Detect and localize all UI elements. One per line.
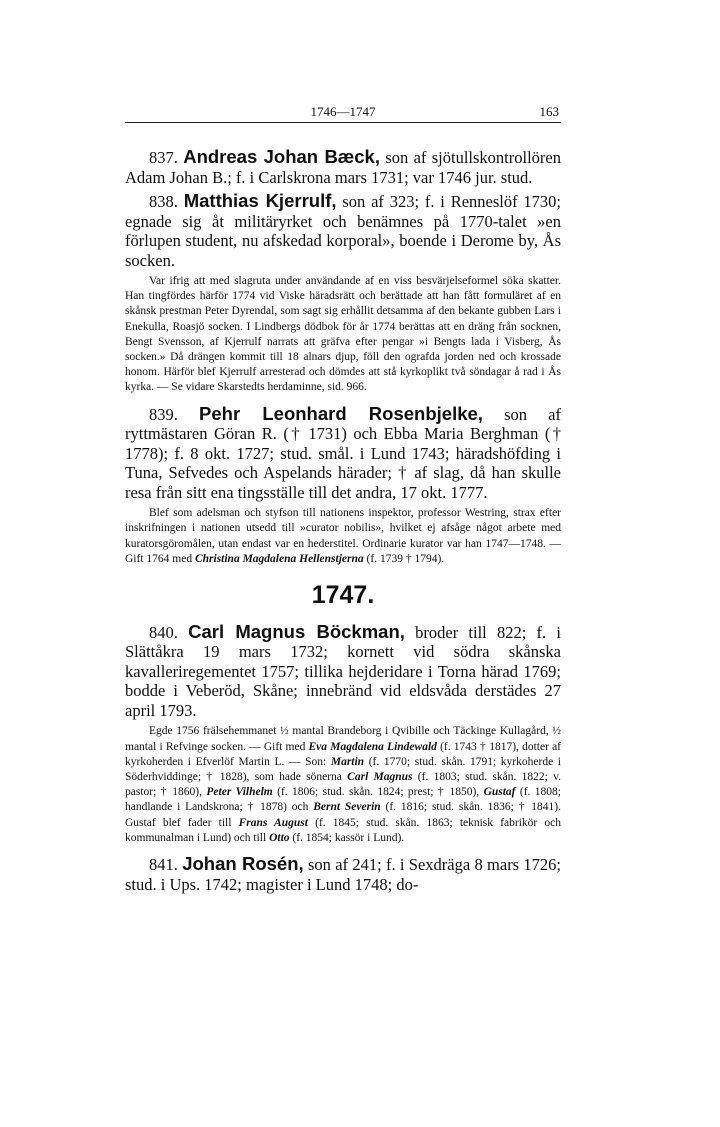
- entry-number: 839.: [149, 404, 178, 424]
- entry-838: [125, 191, 561, 270]
- spouse-name: Christina Magdalena Hellenstjerna: [194, 552, 364, 565]
- page-content: [125, 147, 561, 894]
- grandson-name: Bernt Severin: [313, 801, 381, 814]
- person-name: Matthias Kjerrulf,: [183, 190, 337, 211]
- entry-number: 838.: [149, 192, 178, 211]
- entry-841: [125, 854, 561, 894]
- person-name: Johan Rosén,: [182, 853, 304, 875]
- entry-note: Blef som adelsman och styfson till nationens inspektor, professor Westring, strax efter inskrifningen i nationen utsedd till »curator nobilis», hvilket ej afsåge något arbete med kuratorsgöromålen, utan endast var en hederstitel. Ordinarie kurator var han 1747—1748. — Gift 1764 med Christina Magdalena Hellenstjerna (f. 1739 † 1794).: [125, 507, 561, 565]
- entry-number: 837.: [149, 148, 178, 167]
- entry-text: son af ryttmästaren Göran R. († 1731) och Ebba Maria Berghman († 1778); f. 8 okt. 1727; stud. smål. i Lund 1743; häradshöfding i Tuna, Sefvedes och Aspelands härader; † af slag, då han skulle resa från sitt ena tingsställe till det andra, 17 okt. 1777.: [125, 404, 561, 502]
- running-header: [125, 96, 561, 123]
- header-year-range: 1746—1747: [310, 104, 376, 119]
- page-number: 163: [539, 104, 559, 119]
- person-name: Andreas Johan Bæck,: [183, 146, 380, 167]
- entry-text: son af 241; f. i Sexdräga 8 mars 1726; stud. i Ups. 1742; magister i Lund 1748; do-: [125, 855, 561, 894]
- descendant-name: Frans August: [238, 816, 308, 829]
- entry-text: broder till 822; f. i Slättåkra 19 mars 1732; kornett vid södra skånska kavalleriregementet 1757; tillika hejderidare i Torna härad 1769; bodde i Veberöd, Skåne; innebränd vid eldsvåda derstädes 27 april 1793.: [125, 622, 561, 720]
- spouse-name: Eva Magdalena Lindewald: [308, 740, 437, 753]
- entry-note: Var ifrig att med slagruta under användande af en viss besvärjelseformel söka skatter. Han tingfördes härför 1774 vid Viske häradsrätt och berättade att han fått formuläret af en skånsk prestman Peter Dyrendal, som sagt sig erhållit detsamma af den bekante gubben Lars i Enekulla, Roasjö socken. I Lindbergs dödbok för år 1774 berättas att en dräng från socknen, Bengt Svensson, af Kjerrulf narrats att gräfva efter pengar »i Bengts lada i Visberg, Ås socken.» Då drängen kommit till 18 alnars djup, föll den ografda jorden ned och krossade honom. Härför blef Kjerrulf arresterad och dömdes att stå kyrkoplikt två söndagar å rad i Ås kyrka. — Se vidare Skarstedts herdaminne, sid. 966.: [125, 275, 561, 394]
- descendant-name: Otto: [269, 831, 290, 844]
- person-name: Carl Magnus Böckman,: [188, 620, 405, 642]
- grandson-name: Peter Vilhelm: [206, 786, 273, 799]
- entry-840: [125, 622, 561, 721]
- person-name: Pehr Leonhard Rosenbjelke,: [199, 402, 483, 424]
- entry-837: [125, 147, 561, 187]
- son-name: Martin: [330, 755, 365, 768]
- entry-note: Egde 1756 frälsehemmanet ½ mantal Brandeborg i Qvibille och Täckinge Kullagård, ½ mantal i Refvinge socken. — Gift med Eva Magdalena Lindewald (f. 1743 † 1817), dotter af kyrkoherden i Efverlöf Martin L. — Son: Martin (f. 1770; stud. skån. 1791; kyrkoherde i Söderhviddinge; † 1828), som hade sönerna Carl Magnus (f. 1803; stud. skån. 1822; v. pastor; † 1860), Peter Vilhelm (f. 1806; stud. skån. 1824; prest; † 1850), Gustaf (f. 1808; handlande i Landskrona; † 1878) och Bernt Severin (f. 1816; stud. skån. 1836; † 1841). Gustaf blef fader till Frans August (f. 1845; stud. skån. 1863; teknisk fabrikör och kommunalman i Lund) och till Otto (f. 1854; kassör i Lund).: [125, 725, 562, 844]
- entry-text: son af sjötullskontrollören Adam Johan B.; f. i Carlskrona mars 1731; var 1746 jur. stud.: [125, 148, 561, 187]
- entry-number: 841.: [149, 855, 178, 875]
- grandson-name: Gustaf: [483, 786, 516, 799]
- book-page: [125, 96, 561, 898]
- year-heading: 1747.: [311, 580, 375, 609]
- entry-text: son af 323; f. i Renneslöf 1730; egnade sig åt militäryrket och benämnes på 1770-talet »en förlupen student, nu afskedad korporal», boende i Derome by, Ås socken.: [125, 192, 562, 270]
- entry-839: [125, 404, 561, 503]
- grandson-name: Carl Magnus: [347, 771, 413, 784]
- entry-number: 840.: [149, 622, 178, 642]
